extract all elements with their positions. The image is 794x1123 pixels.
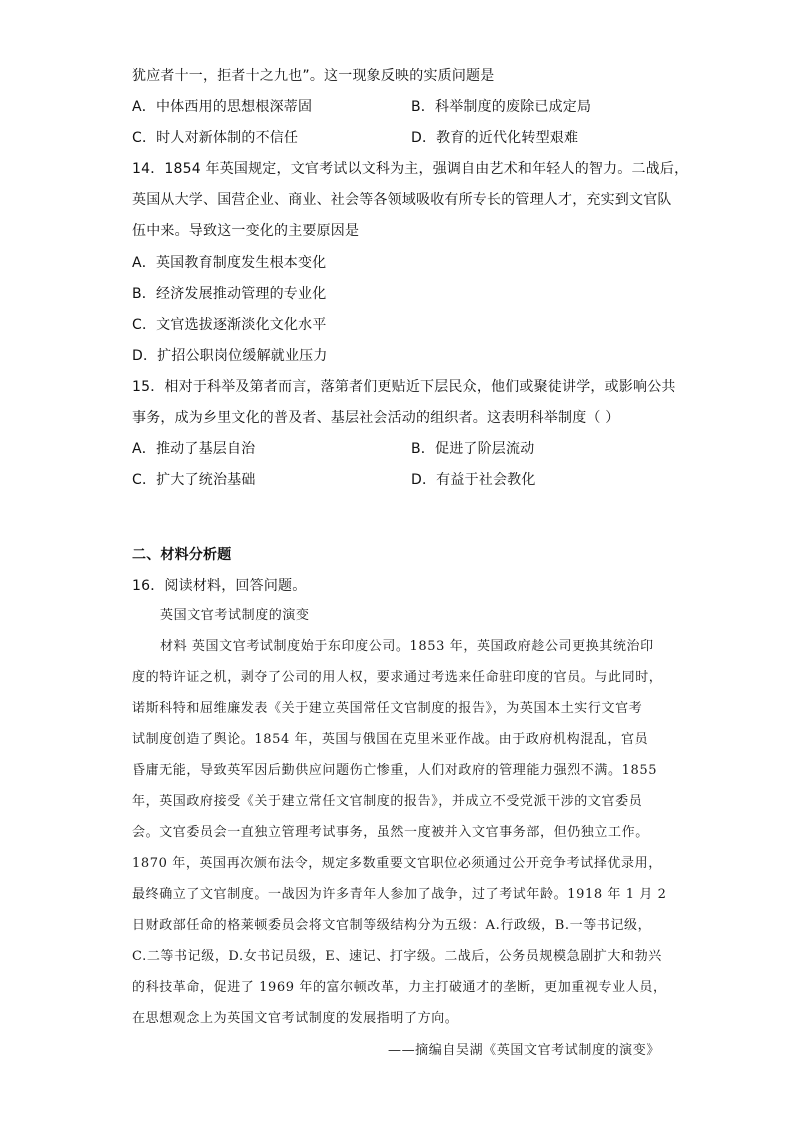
- q13-option-c[interactable]: C．时人对新体制的不信任: [132, 130, 299, 146]
- q13-option-d[interactable]: D．教育的近代化转型艰难: [411, 130, 579, 146]
- q13-stem-tail: 犹应者十一，拒者十之九也”。这一现象反映的实质问题是: [132, 68, 495, 84]
- q15-stem-line-2: 事务，成为乡里文化的普及者、基层社会活动的组织者。这表明科举制度（ ）: [132, 410, 620, 426]
- material-line-1: 材料 英国文官考试制度始于东印度公司。1853 年，英国政府趁公司更换其统治印: [160, 639, 654, 654]
- material-line-2: 度的特许证之机，剥夺了公司的用人权，要求通过考选来任命驻印度的官员。与此同时，: [132, 670, 663, 685]
- q14-stem-line-2: 英国从大学、国营企业、商业、社会等各领域吸收有所专长的管理人才，充实到文官队: [132, 192, 672, 208]
- q13-option-b[interactable]: B．科举制度的废除已成定局: [411, 99, 592, 115]
- q14-option-c[interactable]: C．文官选拔逐渐淡化文化水平: [132, 317, 327, 333]
- material-line-3: 诺斯科特和屈维廉发表《关于建立英国常任文官制度的报告》，为英国本土实行文官考: [132, 701, 643, 716]
- material-line-7: 会。文官委员会一直独立管理考试事务，虽然一度被并入文官事务部，但仍独立工作。: [132, 825, 649, 840]
- material-line-6: 年，英国政府接受《关于建立常任文官制度的报告》，并成立不受党派干涉的文官委员: [132, 794, 643, 809]
- q16-stem: 16．阅读材料，回答问题。: [132, 578, 307, 594]
- material-line-8: 1870 年，英国再次颁布法令，规定多数重要文官职位必须通过公开竞争考试择优录用，: [132, 856, 662, 871]
- q14-stem-line-1: 14．1854 年英国规定，文官考试以文科为主，强调自由艺术和年轻人的智力。二战后，: [132, 161, 689, 177]
- material-title: 英国文官考试制度的演变: [160, 608, 310, 623]
- material-line-12: 的科技革命，促进了 1969 年的富尔顿改革，力主打破通才的垄断，更加重视专业人员，: [132, 980, 667, 995]
- q15-option-a[interactable]: A．推动了基层自治: [132, 441, 256, 457]
- q14-option-b[interactable]: B．经济发展推动管理的专业化: [132, 286, 327, 302]
- q15-option-b[interactable]: B．促进了阶层流动: [411, 441, 535, 457]
- material-line-4: 试制度创造了舆论。1854 年，英国与俄国在克里米亚作战。由于政府机构混乱，官员: [132, 732, 649, 747]
- material-line-11: C.二等书记级，D.女书记员级，E、速记、打字级。二战后，公务员规模急剧扩大和勃兴: [132, 949, 662, 964]
- material-line-10: 日财政部任命的格莱顿委员会将文官制等级结构分为五级：A.行政级，B.一等书记级，: [132, 918, 652, 933]
- q13-option-a[interactable]: A．中体西用的思想根深蒂固: [132, 99, 313, 115]
- q14-option-d[interactable]: D．扩招公职岗位缓解就业压力: [132, 348, 328, 364]
- material-line-13: 在思想观念上为英国文官考试制度的发展指明了方向。: [132, 1011, 459, 1026]
- material-line-5: 昏庸无能，导致英军因后勤供应问题伤亡惨重，人们对政府的管理能力强烈不满。1855: [132, 763, 658, 778]
- section-title: 二、材料分析题: [132, 547, 232, 563]
- q15-option-d[interactable]: D．有益于社会教化: [411, 472, 536, 488]
- material-line-9: 最终确立了文官制度。一战因为许多青年人参加了战争，过了考试年龄。1918 年 1 月 2: [132, 887, 667, 902]
- q15-stem-line-1: 15．相对于科举及第者而言，落第者们更贴近下层民众，他们或聚徒讲学，或影响公共: [132, 379, 676, 395]
- q14-option-a[interactable]: A．英国教育制度发生根本变化: [132, 255, 327, 271]
- q15-option-c[interactable]: C．扩大了统治基础: [132, 472, 256, 488]
- q14-stem-line-3: 伍中来。导致这一变化的主要原因是: [132, 223, 360, 239]
- material-source: ——摘编自吴湖《英国文官考试制度的演变》: [387, 1043, 660, 1058]
